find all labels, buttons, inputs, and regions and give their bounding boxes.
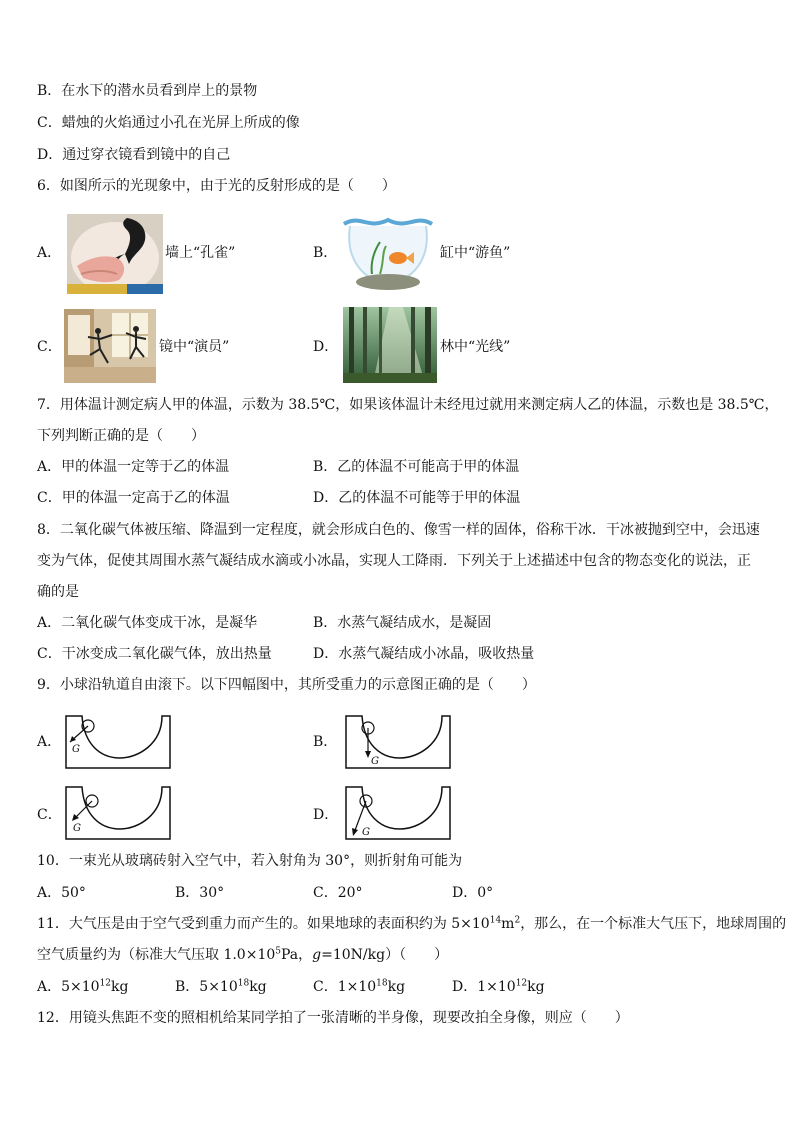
q7-option-b: B．乙的体温不可能高于甲的体温 [313, 459, 520, 475]
dancer-mirror-image [64, 309, 156, 383]
prev-option-b: B．在水下的潜水员看到岸上的景物 [37, 83, 258, 99]
q9-option-a-letter: A． [37, 734, 62, 750]
q6-option-a-letter: A． [37, 245, 62, 261]
q11-option-c-unit: kg [387, 979, 406, 995]
q9-option-c-letter: C． [37, 807, 62, 823]
q11-option-b-base: 5×10 [199, 979, 238, 995]
q11-option-c-exp: 18 [376, 978, 388, 989]
q6-option-a-caption: 墙上“孔雀” [165, 245, 236, 261]
q10-option-b: B．30° [175, 885, 225, 901]
q11-option-d-letter: D． [452, 979, 478, 995]
q6-option-d-letter: D． [313, 339, 339, 355]
q11-stem-line2-c: =10N/kg）（ ） [321, 947, 449, 963]
q11-option-c-letter: C． [313, 979, 338, 995]
q6-stem: 6．如图所示的光现象中，由于光的反射形成的是（ ） [37, 178, 396, 194]
q7-stem-line2: 下列判断正确的是（ ） [37, 428, 205, 444]
q11-pressure-exponent: 5 [275, 946, 281, 957]
q7-stem-line1: 7．用体温计测定病人甲的体温，示数为 38.5℃，如果该体温计未经甩过就用来测定病人乙的体温，示数也是 38.5℃， [37, 397, 779, 413]
q8-stem-line2: 变为气体，促使其周围水蒸气凝结成水滴或小冰晶，实现人工降雨．下列关于上述描述中包含的物态变化的说法，正 [37, 553, 751, 569]
q8-option-d: D．水蒸气凝结成小冰晶，吸收热量 [313, 646, 535, 662]
q7-option-d: D．乙的体温不可能等于甲的体温 [313, 490, 521, 506]
q9-diagram-b [340, 712, 455, 772]
q11-option-b-exp: 18 [237, 978, 250, 989]
q6-option-c-letter: C． [37, 339, 62, 355]
q11-option-b [175, 977, 267, 997]
q8-option-a: A．二氧化碳气体变成干冰，是凝华 [37, 615, 258, 631]
q11-option-a-exp: 12 [99, 978, 112, 989]
q11-stem-line1-c: ，那么，在一个标准大气压下，地球周围的 [520, 916, 787, 932]
q9-d-force-label: G [362, 827, 370, 838]
q11-stem-line2-b: Pa， [281, 947, 313, 963]
q11-option-d-base: 1×10 [477, 979, 516, 995]
q9-diagram-a [60, 712, 175, 772]
q11-option-a-letter: A． [37, 979, 62, 995]
q11-g-symbol: g [312, 947, 322, 963]
q11-option-c-base: 1×10 [337, 979, 377, 995]
q9-b-force-label: G [371, 756, 379, 767]
q11-area-unit: m [501, 916, 515, 932]
q6-option-d-caption: 林中“光线” [440, 339, 511, 355]
q9-diagram-d [340, 783, 455, 843]
q9-c-force-label: G [73, 823, 81, 834]
q10-option-a: A．50° [37, 885, 86, 901]
q11-stem-line1 [37, 914, 786, 934]
q8-stem-line1: 8．二氧化碳气体被压缩、降温到一定程度，就会形成白色的、像雪一样的固体，俗称干冰．干冰被抛到空中，会迅速 [37, 522, 760, 538]
q11-area-exponent: 14 [489, 915, 502, 926]
q8-option-b: B．水蒸气凝结成水，是凝固 [313, 615, 492, 631]
q9-option-d-letter: D． [313, 807, 339, 823]
q11-option-c [313, 977, 405, 997]
q6-option-b-letter: B． [313, 245, 338, 261]
q10-option-c: C．20° [313, 885, 363, 901]
q7-option-c: C．甲的体温一定高于乙的体温 [37, 490, 230, 506]
q7-option-a: A．甲的体温一定等于乙的体温 [37, 459, 230, 475]
q11-stem-line2 [37, 945, 448, 965]
q6-option-c-caption: 镜中“演员” [159, 339, 230, 355]
q11-option-a [37, 977, 128, 997]
q11-option-a-base: 5×10 [61, 979, 100, 995]
prev-option-d: D．通过穿衣镜看到镜中的自己 [37, 147, 231, 163]
q12-stem: 12．用镜头焦距不变的照相机给某同学拍了一张清晰的半身像，现要改拍全身像，则应（ ） [37, 1010, 629, 1026]
q11-option-a-unit: kg [111, 979, 129, 995]
fish-bowl-image [340, 212, 436, 294]
q11-option-b-unit: kg [249, 979, 267, 995]
q8-stem-line3: 确的是 [37, 584, 79, 600]
q8-option-c: C．干冰变成二氧化碳气体，放出热量 [37, 646, 272, 662]
q6-option-b-caption: 缸中“游鱼” [440, 245, 511, 261]
q9-stem: 9．小球沿轨道自由滚下。以下四幅图中，其所受重力的示意图正确的是（ ） [37, 677, 536, 693]
q9-diagram-c [60, 783, 175, 843]
peacock-shadow-image [67, 214, 163, 294]
q11-stem-line2-a: 空气质量约为（标准大气压取 1.0×10 [37, 947, 276, 963]
q11-stem-line1-a: 11．大气压是由于空气受到重力而产生的。如果地球的表面积约为 5×10 [37, 916, 490, 932]
q11-option-d-exp: 12 [515, 978, 528, 989]
q10-option-d: D．0° [452, 885, 494, 901]
q9-option-b-letter: B． [313, 734, 338, 750]
q10-stem: 10．一束光从玻璃砖射入空气中，若入射角为 30°，则折射角可能为 [37, 853, 463, 869]
q9-a-force-label: G [72, 744, 80, 755]
forest-light-image [343, 307, 437, 383]
q11-option-d-unit: kg [527, 979, 545, 995]
q11-area-unit-exponent: 2 [514, 915, 521, 926]
prev-option-c: C．蜡烛的火焰通过小孔在光屏上所成的像 [37, 115, 300, 131]
q11-option-d [452, 977, 545, 997]
q11-option-b-letter: B． [175, 979, 200, 995]
